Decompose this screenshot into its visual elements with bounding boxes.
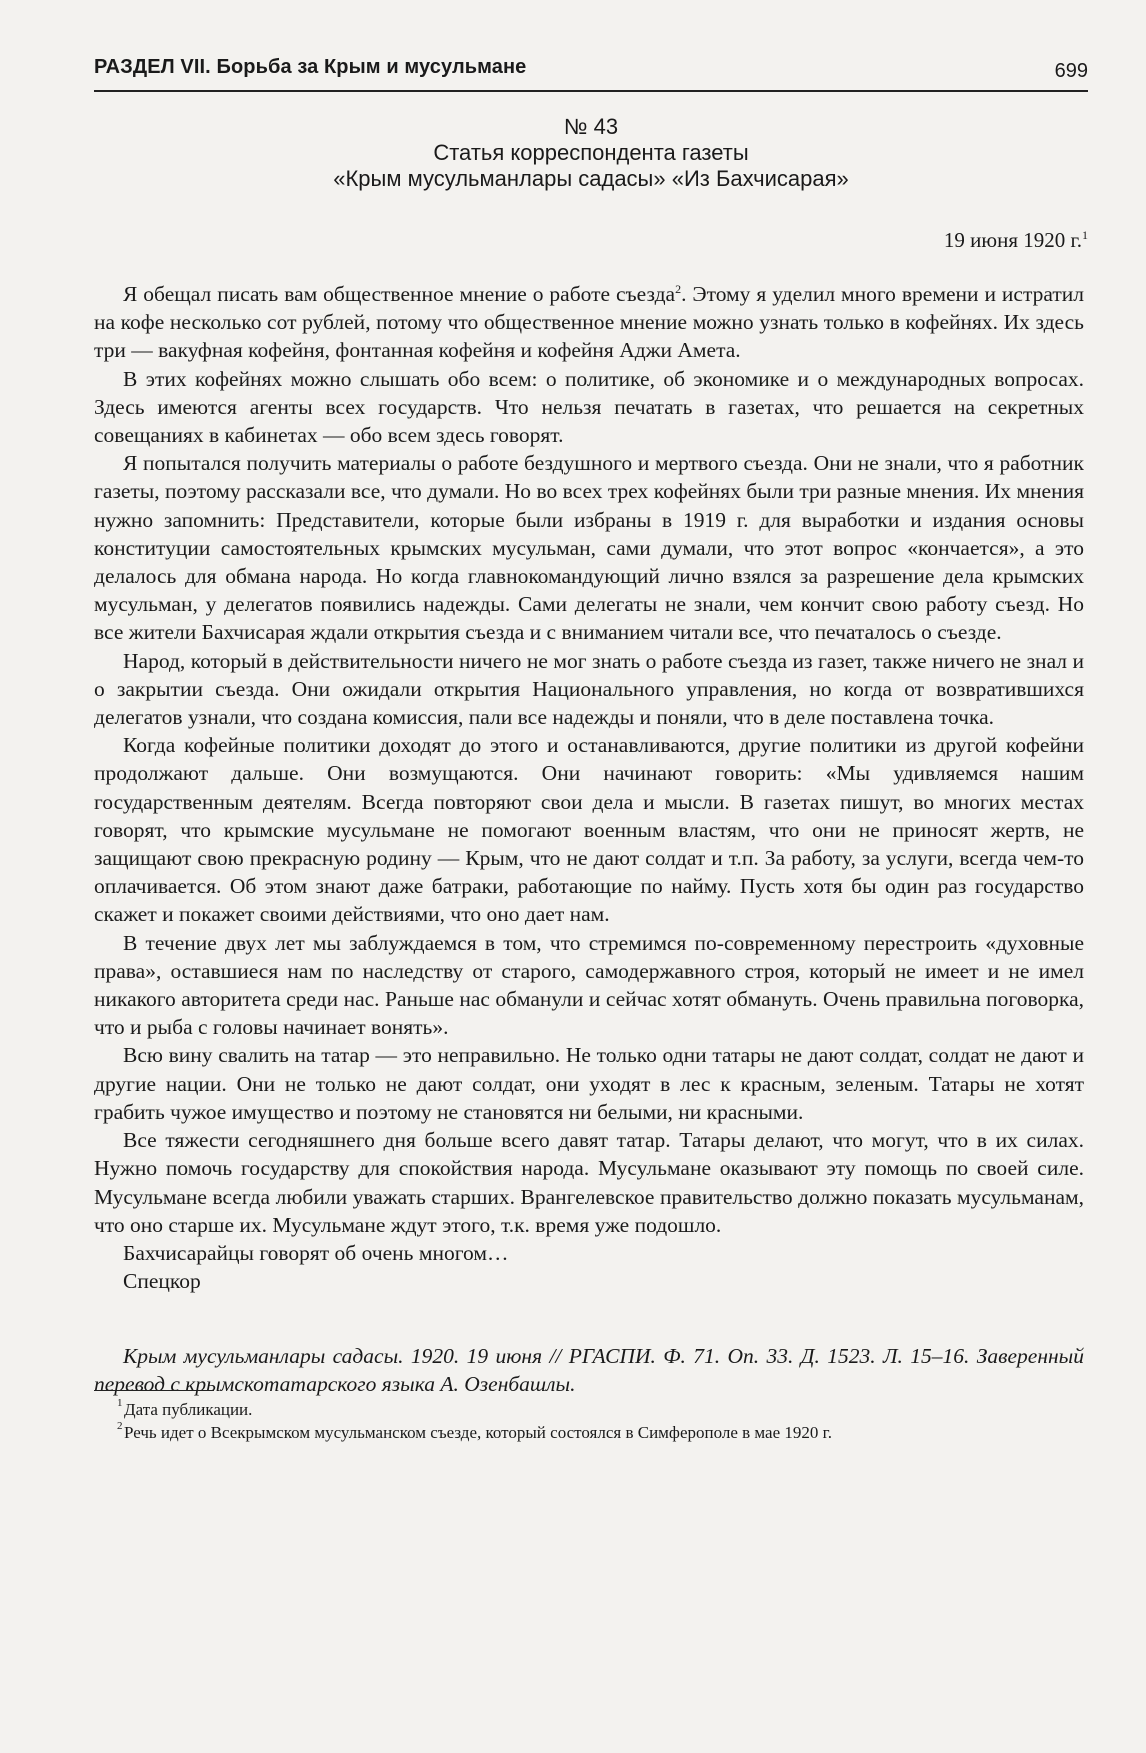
paragraph: Когда кофейные политики доходят до этого и останавливаются, другие политики из другой кофейни продолжают дальше. Они возмущаются. Они начинают говорить: «Мы удивляемся нашим государственным деятелям. Всегда повторяют свои дела и мысли. В газетах пишут, во многих местах говорят, что крымские мусульмане не помогают военным властям, что они не приносят жертв, не защищают свою прекрасную родину — Крым, что не дают солдат и т.п. За работу, за услуги, всегда чем-то оплачивается. Об этом знают даже батраки, работающие по найму. Пусть хотя бы один раз государство скажет и покажет своими действиями, что оно дает нам.	[94, 733, 1084, 927]
footnote-mark: 1	[117, 1397, 123, 1409]
footnote-mark: 2	[117, 1420, 123, 1432]
footnotes	[94, 1398, 1084, 1444]
date-text: 19 июня 1920 г.	[943, 228, 1082, 252]
footnote-ref-1: 1	[1082, 228, 1088, 242]
paragraph: Народ, который в действительности ничего не мог знать о работе съезда из газет, также ничего не знал и о закрытии съезда. Они ожидали открытия Национального управления, но когда от возвратившихся делегатов узнали, что создана комиссия, пали все надежды и поняли, что в деле поставлена точка.	[94, 648, 1084, 730]
paragraph-text: Я обещал писать вам общественное мнение о работе съезда	[123, 282, 676, 306]
paragraph	[94, 280, 1084, 365]
section-title: РАЗДЕЛ VII. Борьба за Крым и мусульмане	[94, 56, 527, 78]
signature: Спецкор	[123, 1269, 201, 1294]
document-number: № 43	[563, 114, 619, 139]
running-header	[94, 54, 1088, 92]
footnote	[94, 1398, 1084, 1421]
document-heading	[94, 114, 1088, 192]
paragraph: Я попытался получить материалы о работе бездушного и мертвого съезда. Они не знали, что я работник газеты, поэтому рассказали все, что думали. Но во всех трех кофейнях были три разные мнения. Их мнения нужно запомнить: Представители, которые были избраны в 1919 г. для выработки и издания основы конституции самостоятельных крымских мусульман, сами думали, что этот вопрос «кончается», а это делалось для обмана народа. Но когда главнокомандующий лично взялся за разрешение дела крымских мусульман, у делегатов появились надежды. Сами делегаты не знали, чем кончит свою работу съезд. Но все жители Бахчисарая ждали открытия съезда и с вниманием читали все, что печаталось о съезде.	[94, 451, 1084, 645]
paragraph: В этих кофейнях можно слышать обо всем: о политике, об экономике и о международных вопросах. Здесь имеются агенты всех государств. Что нельзя печатать в газетах, что решается на секретных совещаниях в кабинетах — обо всем здесь говорят.	[94, 366, 1084, 448]
footnote-text: Речь идет о Всекрымском мусульманском съезде, который состоялся в Симферополе в мае 1920 г.	[124, 1423, 832, 1442]
paragraph: Все тяжести сегодняшнего дня больше всего давят татар. Татары делают, что могут, что в их силах. Нужно помочь государству для спокойствия народа. Мусульмане оказывают эту помощь по своей силе. Мусульмане всегда любили уважать старших. Врангелевское правительство должно показать мусульманам, что оно старше их. Мусульмане ждут этого, т.к. время уже подошло.	[94, 1128, 1084, 1237]
footnote	[94, 1421, 1084, 1444]
footnote-ref-2: 2	[675, 281, 682, 296]
paragraph-text: . Этому я уделил много времени и истратил на кофе несколько сот рублей, потому что общественное мнение можно узнать только в кофейнях. Их здесь три — вакуфная кофейня, фонтанная кофейня и кофейня Аджи Амета.	[94, 282, 1085, 363]
document-date	[944, 228, 1088, 253]
article-body	[94, 280, 1084, 1295]
paragraph: Бахчисарайцы говорят об очень многом…	[123, 1240, 509, 1265]
source-citation: Крым мусульманлары садасы. 1920. 19 июня // РГАСПИ. Ф. 71. Оп. 33. Д. 1523. Л. 15–16. Заверенный перевод с крымскотатарского языка А. Озенбашлы.	[94, 1344, 1084, 1396]
document-title-line-1: Статья корреспондента газеты	[433, 140, 749, 165]
footnote-divider	[94, 1390, 214, 1391]
footnote-text: Дата публикации.	[124, 1400, 253, 1419]
paragraph: В течение двух лет мы заблуждаемся в том, что стремимся по-современному перестроить «духовные права», оставшиеся нам по наследству от старого, самодержавного строя, который не имеет и не имел никакого авторитета среди нас. Раньше нас обманули и сейчас хотят обмануть. Очень правильна поговорка, что и рыба с головы начинает вонять».	[94, 930, 1084, 1040]
document-title-line-2: «Крым мусульманлары садасы» «Из Бахчисарая»	[333, 166, 849, 191]
page-number: 699	[1054, 60, 1088, 82]
paragraph: Всю вину свалить на татар — это неправильно. Не только одни татары не дают солдат, солдат не дают и другие нации. Они не только не дают солдат, они уходят в лес к красным, зеленым. Татары не хотят грабить чужое имущество и поэтому не становятся ни белыми, ни красными.	[94, 1043, 1084, 1124]
